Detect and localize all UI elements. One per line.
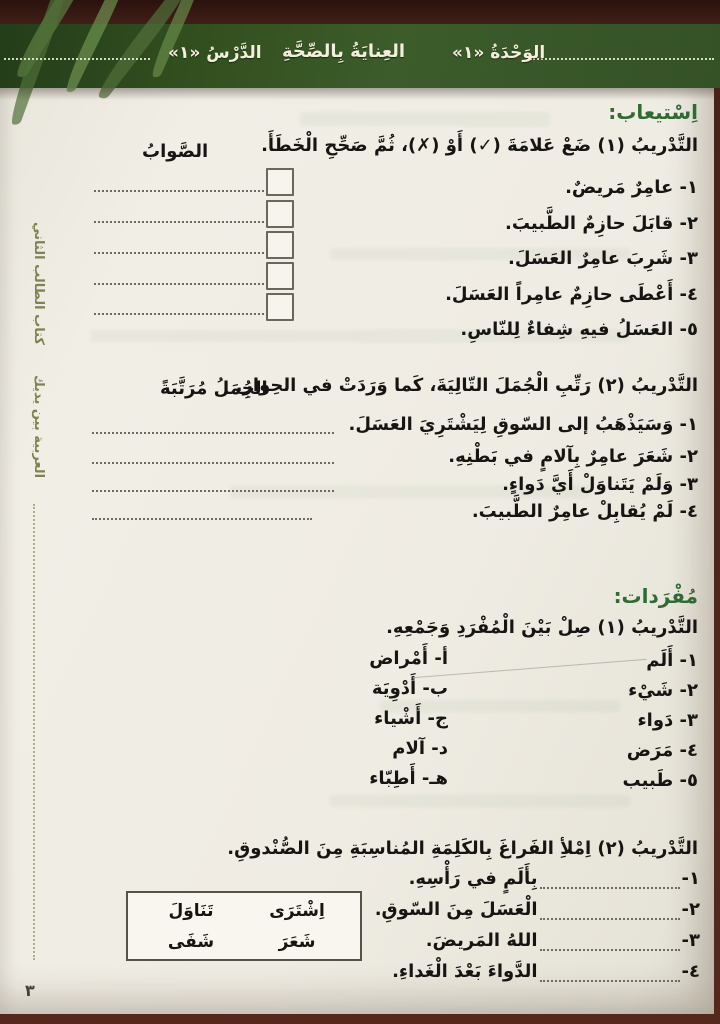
plural-item[interactable]: ب- أَدْوِيَة xyxy=(371,678,448,699)
singular-item[interactable]: ٥- طَبيب xyxy=(622,770,698,791)
answer-line[interactable] xyxy=(94,190,264,192)
item-text: الدَّواءَ بَعْدَ الْغَداءِ. xyxy=(392,961,538,982)
ordering-item: ٤- لَمْ يُقابِلْ عامِرٌ الطَّبيبَ. xyxy=(471,501,698,522)
plural-item[interactable]: أ- أَمْراض xyxy=(369,648,448,669)
word-box-item: تَنَاوَلَ xyxy=(168,900,214,921)
tf-item: ٤- أَعْطَى حازِمٌ عامِراً العَسَلَ. xyxy=(445,284,698,305)
header-dotted-rule-right xyxy=(530,58,714,60)
answer-line[interactable] xyxy=(94,283,264,285)
exercise2-instruction: التَّدْريبُ (٢) رَتِّبِ الْجُمَلَ التّالِيَةَ، كَما وَرَدَتْ في الحِوارِ. xyxy=(235,375,698,396)
fill-item xyxy=(426,930,700,951)
item-text: الْعَسَلَ مِنَ السّوقِ. xyxy=(374,899,538,920)
word-box xyxy=(126,891,362,961)
fill-item xyxy=(392,961,700,982)
header-dotted-rule-left xyxy=(4,58,150,60)
answer-line[interactable] xyxy=(94,221,264,223)
matching-instruction: التَّدْريبُ (١) صِلْ بَيْنَ الْمُفْرَدِ وَجَمْعِهِ. xyxy=(386,617,698,638)
header-band xyxy=(0,24,720,88)
tf-item: ٣- شَرِبَ عامِرٌ العَسَلَ. xyxy=(508,248,698,269)
fill-blank[interactable] xyxy=(540,966,680,982)
bleed-through-artifact xyxy=(330,795,630,807)
spine-dotted-rule xyxy=(33,504,35,960)
fill-instruction: التَّدْريبُ (٢) اِمْلأِ الفَراغَ بِالكَلِمَةِ المُناسِبَةِ مِنَ الصُّنْدوقِ. xyxy=(227,838,698,859)
unit-label: الوَحْدَةُ «١» xyxy=(452,43,546,63)
answer-column-label: الصَّوابُ xyxy=(142,141,209,162)
answer-line[interactable] xyxy=(94,252,264,254)
section-heading-comprehension: اِسْتيعاب: xyxy=(608,100,698,124)
section-heading-vocabulary: مُفْرَدات: xyxy=(613,584,698,608)
book-title: كتاب الطالب الثاني xyxy=(31,222,46,345)
item-text: بِأَلَمٍ في رَأْسِهِ. xyxy=(408,868,538,889)
page-number: ٣ xyxy=(25,981,35,1000)
word-box-item: اِشْتَرَى xyxy=(269,900,325,921)
item-number: ٤- xyxy=(681,961,700,982)
spine-title xyxy=(31,222,46,478)
ordered-column-label: الجُمَلُ مُرَتَّبَةً xyxy=(160,378,268,399)
check-box[interactable] xyxy=(266,231,294,259)
exercise1-instruction: التَّدْريبُ (١) ضَعْ عَلامَةَ (✓) أَوْ (✗)، ثُمَّ صَحِّحِ الْخَطَأَ. xyxy=(261,135,698,156)
plural-item[interactable]: د- آلام xyxy=(392,738,448,759)
answer-line[interactable] xyxy=(94,313,264,315)
fill-blank[interactable] xyxy=(540,935,680,951)
singular-item[interactable]: ٢- شَيْء xyxy=(628,680,698,701)
fill-item xyxy=(409,868,700,889)
singular-item[interactable]: ٣- دَواء xyxy=(637,710,698,731)
tf-item: ١- عامِرٌ مَريضٌ. xyxy=(565,177,698,198)
page-title: العِنايَةُ بِالصِّحَّةِ xyxy=(282,41,406,62)
plural-item[interactable]: ج- أَشْياء xyxy=(374,708,448,729)
fill-blank[interactable] xyxy=(540,904,680,920)
answer-line[interactable] xyxy=(92,432,334,434)
fill-item xyxy=(375,899,700,920)
bleed-through-artifact xyxy=(300,112,550,126)
check-box[interactable] xyxy=(266,200,294,228)
answer-line[interactable] xyxy=(92,462,334,464)
item-number: ١- xyxy=(681,868,700,889)
ordering-item: ٢- شَعَرَ عامِرٌ بِآلامٍ في بَطْنِهِ. xyxy=(448,446,698,467)
lesson-label: الدَّرْسُ «١» xyxy=(168,43,262,63)
ordering-item: ٣- وَلَمْ يَتَناوَلْ أَيَّ دَواءٍ. xyxy=(502,474,698,495)
word-box-item: شَفَى xyxy=(167,931,215,952)
singular-item[interactable]: ٤- مَرَض xyxy=(626,740,698,761)
singular-item[interactable]: ١- أَلَم xyxy=(646,650,698,671)
answer-line[interactable] xyxy=(92,490,334,492)
item-number: ٢- xyxy=(681,899,700,920)
plural-item[interactable]: هـ- أَطِبّاء xyxy=(369,768,448,789)
tf-item: ٥- العَسَلُ فيهِ شِفاءٌ لِلنّاسِ. xyxy=(460,319,698,340)
item-text: اللهُ المَريضَ. xyxy=(425,930,538,951)
answer-line[interactable] xyxy=(92,518,312,520)
leaf-decoration-icon xyxy=(61,0,134,94)
ordering-item: ١- وَسَيَذْهَبُ إلى السّوقِ لِيَشْتَرِيَ العَسَلَ. xyxy=(348,414,698,435)
band-shadow xyxy=(0,88,714,100)
series-title: العربية بين يديك xyxy=(31,374,46,479)
check-box[interactable] xyxy=(266,262,294,290)
word-box-item: شَعَرَ xyxy=(278,931,316,952)
tf-item: ٢- قابَلَ حازِمٌ الطَّبيبَ. xyxy=(505,213,698,234)
fill-blank[interactable] xyxy=(540,873,680,889)
check-box[interactable] xyxy=(266,293,294,321)
check-box[interactable] xyxy=(266,168,294,196)
item-number: ٣- xyxy=(681,930,700,951)
